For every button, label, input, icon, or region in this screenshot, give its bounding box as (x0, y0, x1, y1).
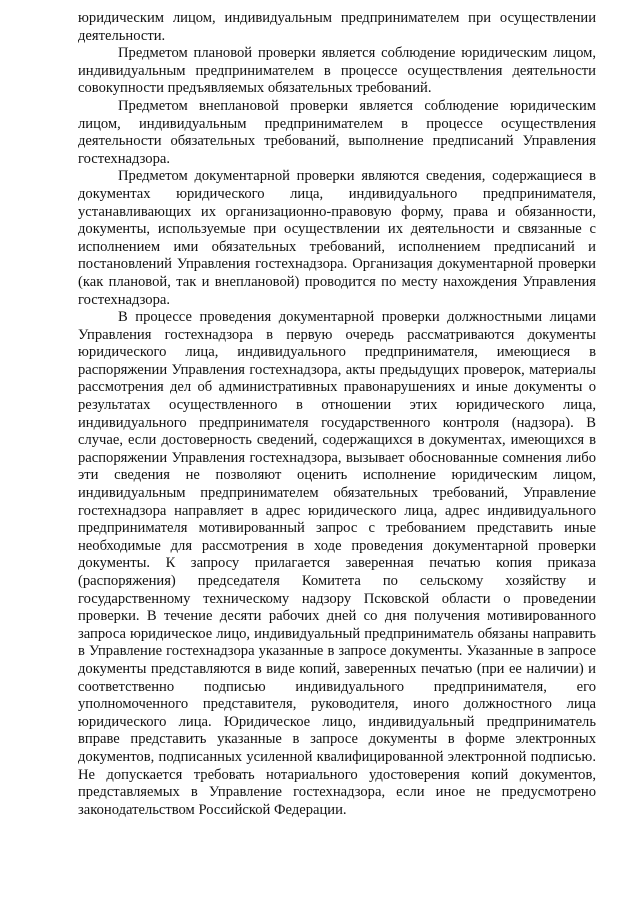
paragraph-planned-inspection: Предметом плановой проверки является соблюдение юридическим лицом, индивидуальным предпринимателем в процессе осуществления деятельности совокупности предъявляемых обязательных требований. (78, 45, 596, 97)
document-page (78, 10, 596, 819)
paragraph-unscheduled-inspection: Предметом внеплановой проверки является соблюдение юридическим лицом, индивидуальным предпринимателем в процессе осуществления деятельности обязательных требований, выполнение предписаний Управления гостехнадзора. (78, 97, 596, 167)
paragraph-inspection-process: В процессе проведения документарной проверки должностными лицами Управления гостехнадзора в первую очередь рассматриваются документы юридического лица, индивидуального предпринимателя, имеющиеся в распоряжении Управления гостехнадзора, акты предыдущих проверок, материалы рассмотрения дел об административных правонарушениях и иные документы о результатах осуществленного в отношении этих юридического лица, индивидуального предпринимателя государственного контроля (надзора). В случае, если достоверность сведений, содержащихся в документах, имеющихся в распоряжении Управления гостехнадзора, вызывает обоснованные сомнения либо эти сведения не позволяют оценить исполнение юридическим лицом, индивидуальным предпринимателем обязательных требований, Управление гостехнадзора направляет в адрес юридического лица, адрес индивидуального предпринимателя мотивированный запрос с требованием представить иные необходимые для рассмотрения в ходе проведения документарной проверки документы. К запросу прилагается заверенная печатью копия приказа (распоряжения) председателя Комитета по сельскому хозяйству и государственному техническому надзору Псковской области о проведении проверки. В течение десяти рабочих дней со дня получения мотивированного запроса юридическое лицо, индивидуальный предприниматель обязаны направить в Управление гостехнадзора указанные в запросе документы. Указанные в запросе документы представляются в виде копий, заверенных печатью (при ее наличии) и соответственно подписью индивидуального предпринимателя, его уполномоченного представителя, руководителя, иного должностного лица юридического лица. Юридическое лицо, индивидуальный предприниматель вправе представить указанные в запросе документы в форме электронных документов, подписанных усиленной квалифицированной электронной подписью. Не допускается требовать нотариального удостоверения копий документов, представляемых в Управление гостехнадзора, если иное не предусмотрено законодательством Российской Федерации. (78, 309, 596, 818)
paragraph-continuation: юридическим лицом, индивидуальным предпринимателем при осуществлении деятельности. (78, 10, 596, 44)
paragraph-documentary-inspection: Предметом документарной проверки являются сведения, содержащиеся в документах юридического лица, индивидуального предпринимателя, устанавливающих их организационно-правовую форму, права и обязанности, документы, используемые при осуществлении их деятельности и связанные с исполнением ими обязательных требований, исполнением предписаний и постановлений Управления гостехнадзора. Организация документарной проверки (как плановой, так и внеплановой) проводится по месту нахождения Управления гостехнадзора. (78, 168, 596, 308)
